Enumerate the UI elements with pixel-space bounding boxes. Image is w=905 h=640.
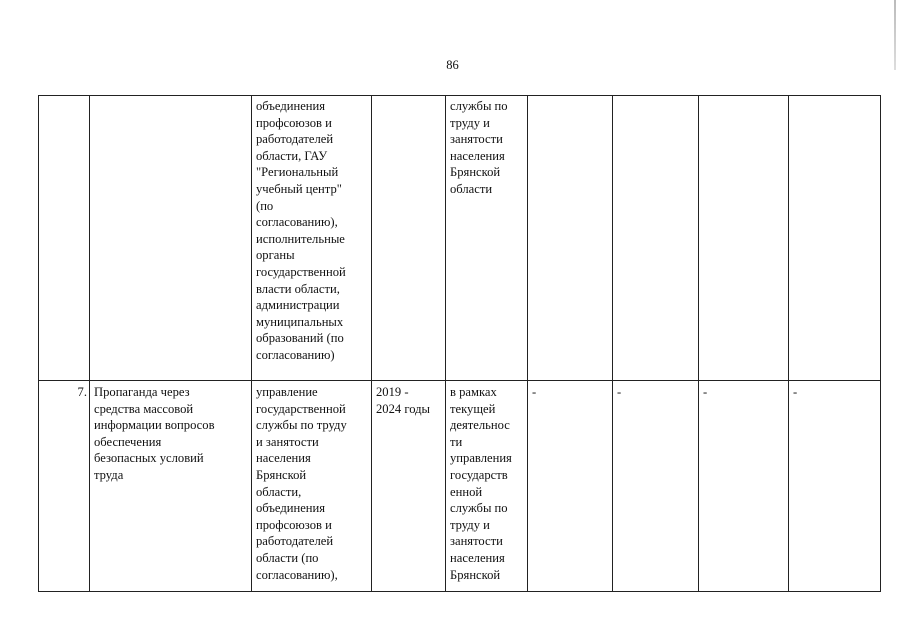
table-row xyxy=(39,381,881,592)
cell-text-line: администрации xyxy=(256,298,340,313)
period-cell xyxy=(372,96,446,381)
cell-text-line: Брянской xyxy=(256,467,307,482)
cell-text-line: управление xyxy=(256,385,318,399)
cell-text-line: согласованию), xyxy=(256,215,338,230)
cell-text-line: Пропаганда через xyxy=(94,385,190,399)
executors-cell xyxy=(252,96,372,381)
cell-text-line: управления xyxy=(450,451,512,466)
value-cell: - xyxy=(789,381,881,592)
cell-text-line: области (по xyxy=(256,550,319,565)
value-cell: - xyxy=(699,381,789,592)
cell-text-line: образований (по xyxy=(256,331,344,346)
cell-text-line: труду и xyxy=(450,517,490,532)
cell-text-line: государственной xyxy=(256,264,346,279)
cell-text-line: ти xyxy=(450,434,463,449)
cell-text-line: учебный центр" xyxy=(256,181,342,196)
cell-text-line: (по xyxy=(256,198,274,213)
cell-text-line: занятости xyxy=(450,132,503,147)
cell-text-line: средства массовой xyxy=(94,401,194,416)
cell-text-line: безопасных условий xyxy=(94,451,204,466)
row-number-cell: 7. xyxy=(39,381,90,592)
cell-text-line: населения xyxy=(256,451,311,466)
cell-text-line: согласованию) xyxy=(256,347,335,362)
cell-text-line: деятельнос xyxy=(450,418,510,433)
value-cell xyxy=(699,96,789,381)
cell-text-line: в рамках xyxy=(450,385,497,399)
cell-text-line: работодателей xyxy=(256,534,334,549)
activity-cell xyxy=(90,96,252,381)
financing-cell xyxy=(446,381,528,592)
table-container xyxy=(38,95,881,592)
cell-text-line: государственной xyxy=(256,401,346,416)
cell-text-line: и занятости xyxy=(256,434,319,449)
page-number: 86 xyxy=(446,58,459,72)
cell-text-line: Брянской xyxy=(450,567,501,582)
cell-text-line: информации вопросов xyxy=(94,418,215,433)
cell-text-line: исполнительные xyxy=(256,231,345,246)
cell-text-line: 2019 - xyxy=(376,385,409,399)
executors-cell xyxy=(252,381,372,592)
cell-text-line: государств xyxy=(450,467,508,482)
cell-text-line: 2024 годы xyxy=(376,401,430,416)
cell-text-line: занятости xyxy=(450,534,503,549)
cell-text-line: области, ГАУ xyxy=(256,148,328,163)
cell-text-line: муниципальных xyxy=(256,314,344,329)
cell-text-line: населения xyxy=(450,550,505,565)
cell-text-line: профсоюзов и xyxy=(256,517,332,532)
table-row xyxy=(39,96,881,381)
cell-text-line: объединения xyxy=(256,501,326,516)
cell-text-line: енной xyxy=(450,484,483,499)
measures-table xyxy=(38,95,881,592)
cell-text-line: населения xyxy=(450,148,505,163)
cell-text-line: службы по xyxy=(450,99,508,113)
cell-text-line: объединения xyxy=(256,99,326,113)
row-number-cell xyxy=(39,96,90,381)
value-cell xyxy=(528,96,613,381)
value-cell: - xyxy=(613,381,699,592)
cell-text-line: власти области, xyxy=(256,281,340,296)
cell-text-line: службы по труду xyxy=(256,418,347,433)
cell-text-line: текущей xyxy=(450,401,496,416)
cell-text-line: службы по xyxy=(450,501,508,516)
cell-text-line: Брянской xyxy=(450,165,501,180)
cell-text-line: области, xyxy=(256,484,302,499)
period-cell xyxy=(372,381,446,592)
value-cell: - xyxy=(528,381,613,592)
financing-cell xyxy=(446,96,528,381)
cell-text-line: труду и xyxy=(450,115,490,130)
cell-text-line: работодателей xyxy=(256,132,334,147)
cell-text-line: "Региональный xyxy=(256,165,339,180)
cell-text-line: согласованию), xyxy=(256,567,338,582)
cell-text-line: области xyxy=(450,181,493,196)
cell-text-line: труда xyxy=(94,467,124,482)
value-cell xyxy=(613,96,699,381)
cell-text-line: профсоюзов и xyxy=(256,115,332,130)
value-cell xyxy=(789,96,881,381)
activity-cell xyxy=(90,381,252,592)
cell-text-line: обеспечения xyxy=(94,434,162,449)
cell-text-line: органы xyxy=(256,248,295,263)
